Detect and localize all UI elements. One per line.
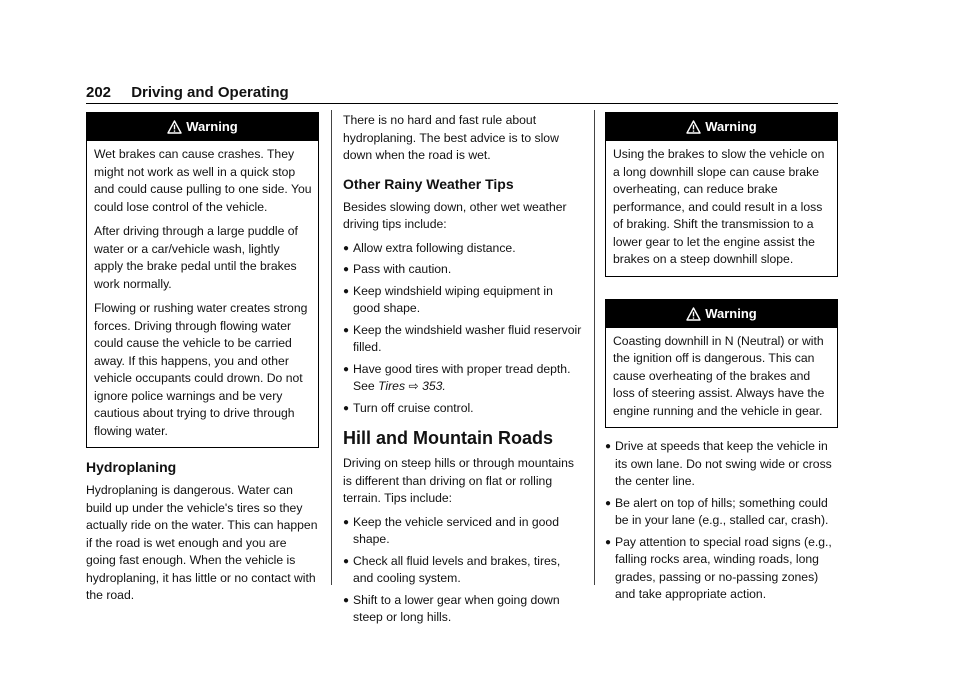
list-item: ● Keep the vehicle serviced and in good shape. (343, 514, 559, 546)
bullet-icon: ● (605, 441, 612, 452)
warning-paragraph: Coasting downhill in N (Neutral) or with the ignition off is dangerous. This can cause overheating of the brakes and loss of steering assist. Always have the engine running and the vehicle in gear. (613, 333, 825, 418)
page-reference-icon: ⇨ (408, 379, 419, 393)
warning-box (605, 299, 838, 429)
list-item: ● Check all fluid levels and brakes, tires, and cooling system. (343, 553, 561, 585)
page-number: 202 (86, 84, 112, 101)
list-item: ● Keep windshield wiping equipment in good shape. (343, 283, 553, 315)
warning-body (87, 141, 318, 447)
hydroplaning-heading: Hydroplaning (86, 459, 177, 475)
list-item: ● Pass with caution. (343, 261, 583, 279)
rainy-tips-list (343, 240, 583, 418)
bullet-icon: ● (343, 324, 350, 336)
warning-title: Warning (705, 305, 757, 321)
warning-triangle-icon (686, 120, 701, 134)
warning-header (87, 113, 318, 141)
warning-paragraph: Using the brakes to slow the vehicle on a long downhill slope can cause brake overheating, can reduce brake performance, and could result in a loss of braking. Shift the transmission to a lower gear to let the engine assist the brakes on a steep downhill slope. (613, 147, 825, 266)
warning-title: Warning (705, 119, 757, 134)
page-header (86, 84, 838, 101)
tires-page-ref[interactable]: 353. (422, 379, 446, 393)
hydroplaning-advice: There is no hard and fast rule about hydroplaning. The best advice is to slow down when the road is wet. (343, 113, 559, 162)
warning-body (606, 328, 837, 428)
hill-roads-intro: Driving on steep hills or through mountains is different than driving on flat or rolling terrain. Tips include: (343, 456, 575, 505)
hill-roads-heading: Hill and Mountain Roads (343, 428, 553, 448)
warning-paragraph: After driving through a large puddle of water or a car/vehicle wash, lightly apply the brake pedal until the brakes work normally. (94, 224, 298, 291)
warning-box (605, 112, 838, 277)
bullet-icon: ● (343, 402, 350, 414)
list-item: ● Drive at speeds that keep the vehicle in its own lane. Do not swing wide or cross the center line. (605, 439, 832, 488)
bullet-icon: ● (343, 516, 350, 528)
bullet-icon: ● (605, 536, 612, 548)
list-item: ● Be alert on top of hills; something could be in your lane (e.g., stalled car, crash). (605, 495, 829, 527)
hill-tips-list-continued (605, 438, 838, 604)
bullet-icon: ● (343, 363, 350, 375)
bullet-icon: ● (343, 555, 350, 567)
hill-tips-list (343, 514, 583, 627)
section-title: Driving and Operating (131, 84, 289, 101)
header-rule (86, 103, 838, 104)
warning-paragraph: Wet brakes can cause crashes. They might not work as well in a quick stop and could cause pulling to one side. You could lose control of the vehicle. (94, 147, 312, 214)
tires-link[interactable]: Tires (378, 379, 406, 393)
hydroplaning-text: Hydroplaning is dangerous. Water can build up under the vehicle's tires so they actually ride on the water. This can happen if the road is wet enough and you are going fast enough. When the vehicle is hydroplaning, it has little or no contact with the road. (86, 483, 318, 602)
list-item: ● Pay attention to special road signs (e.g., falling rocks area, winding roads, long grades, passing or no-passing zones) and take appropriate action. (605, 534, 832, 601)
column-1 (86, 112, 319, 611)
column-separator (594, 110, 595, 585)
list-item: ● Allow extra following distance. (343, 240, 583, 258)
list-item: ● Turn off cruise control. (343, 400, 583, 418)
warning-title: Warning (186, 119, 238, 134)
warning-triangle-icon (686, 307, 701, 321)
warning-header (606, 113, 837, 141)
column-separator (331, 110, 332, 585)
bullet-icon: ● (343, 264, 350, 275)
warning-body (606, 141, 837, 276)
warning-box (86, 112, 319, 448)
warning-header (606, 300, 837, 328)
column-2 (343, 112, 583, 631)
bullet-icon: ● (605, 497, 612, 509)
warning-paragraph: Flowing or rushing water creates strong forces. Driving through flowing water could cause the vehicle to be carried away. If this happens, you and other vehicle occupants could drown. Do not ignore police warnings and be very cautious about trying to drive through flowing water. (94, 301, 308, 438)
column-3 (605, 112, 838, 608)
bullet-icon: ● (343, 285, 350, 297)
rainy-tips-intro: Besides slowing down, other wet weather driving tips include: (343, 199, 567, 231)
warning-triangle-icon (167, 120, 182, 134)
bullet-icon: ● (343, 594, 350, 606)
list-item: ● Have good tires with proper tread depth. See Tires ⇨ 353. (343, 361, 571, 393)
bullet-icon: ● (343, 242, 350, 254)
list-item: ● Shift to a lower gear when going down steep or long hills. (343, 592, 560, 624)
rainy-tips-heading: Other Rainy Weather Tips (343, 175, 514, 192)
list-item: ● Keep the windshield washer fluid reservoir filled. (343, 322, 582, 354)
